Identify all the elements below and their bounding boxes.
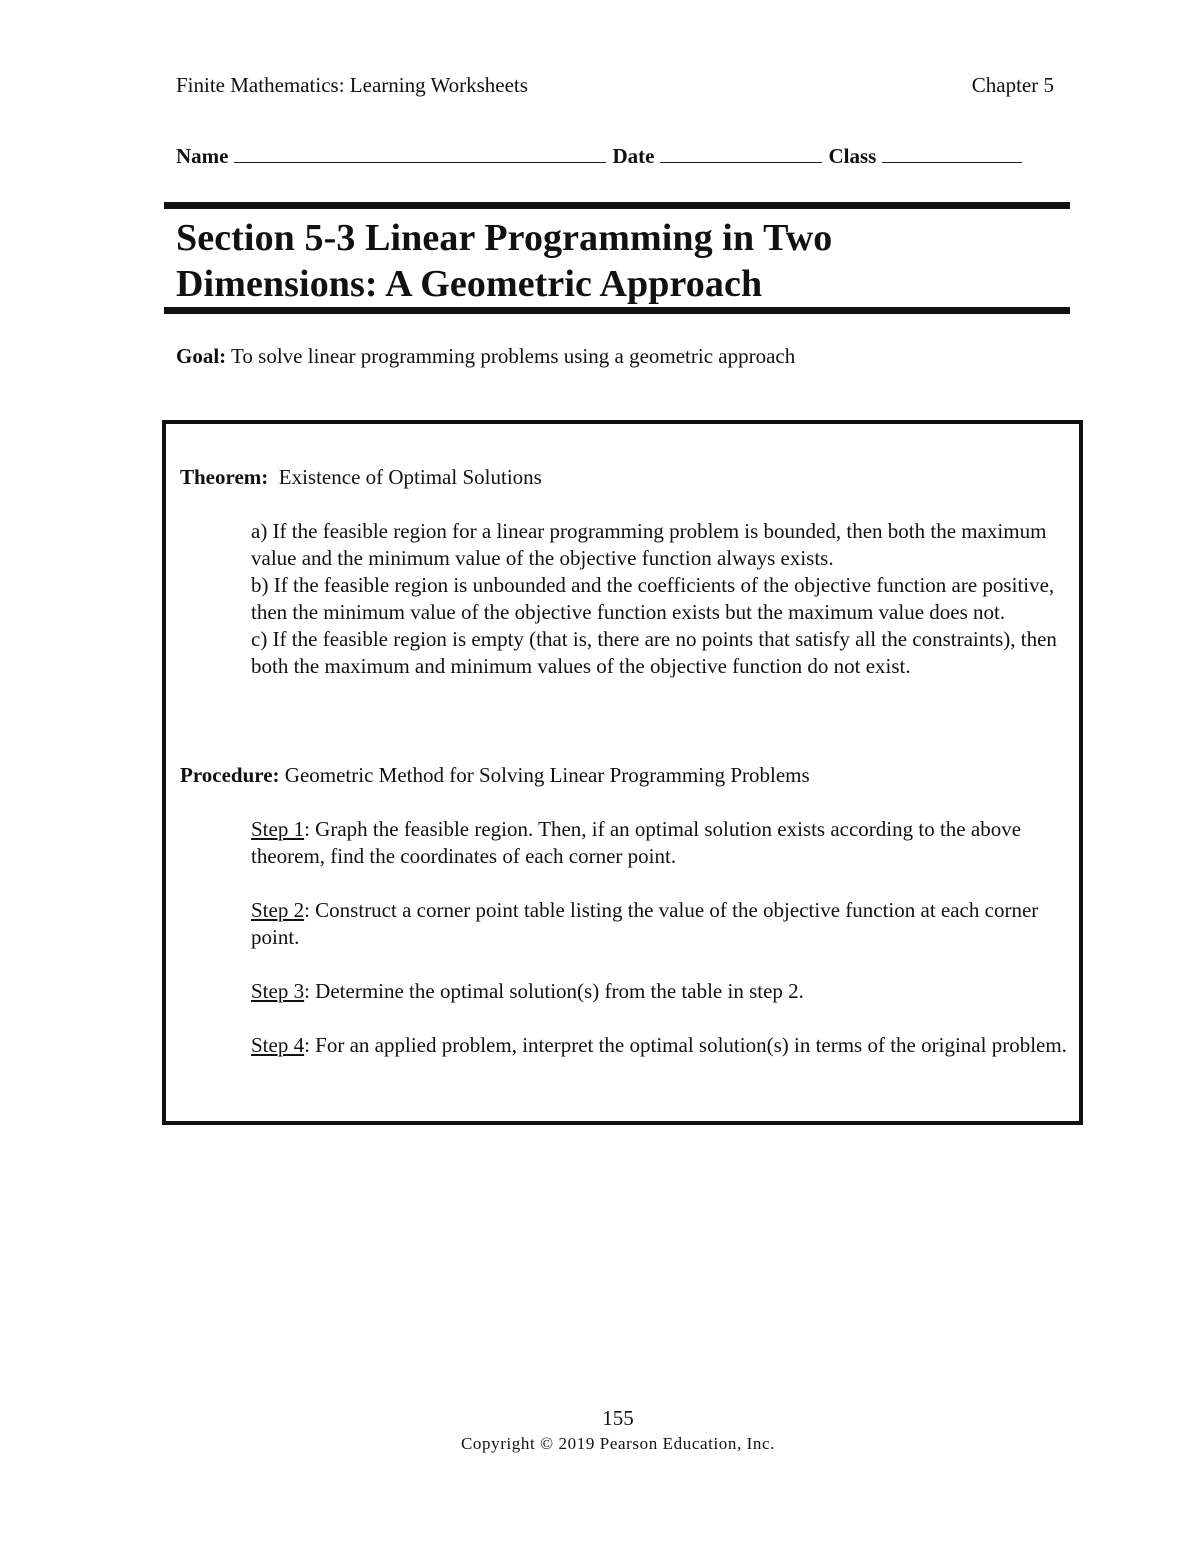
procedure-heading — [180, 762, 1060, 789]
procedure-step-1 — [251, 816, 1073, 870]
class-blank[interactable] — [882, 144, 1022, 163]
goal-statement — [176, 343, 1056, 369]
procedure-step-2 — [251, 897, 1073, 951]
class-label: Class — [828, 144, 877, 168]
theorem-item-c: c) If the feasible region is empty (that is, there are no points that satisfy all the constraints), then both the maximum and minimum values of the objective function do not exist. — [251, 627, 1057, 678]
page-number: 155 — [602, 1406, 634, 1430]
name-label: Name — [176, 144, 229, 168]
section-title-line-1: Section 5-3 Linear Programming in Two — [176, 217, 833, 259]
step-3-text: : Determine the optimal solution(s) from the table in step 2. — [304, 979, 804, 1003]
step-2-text: : Construct a corner point table listing the value of the objective function at each corner point. — [251, 898, 1039, 949]
step-1-text: : Graph the feasible region. Then, if an optimal solution exists according to the above theorem, find the coordinates of each corner point. — [251, 817, 1022, 868]
student-info-line — [176, 143, 1056, 169]
procedure-step-4 — [251, 1032, 1073, 1059]
theorem-list — [251, 518, 1071, 680]
step-4-label: Step 4 — [251, 1033, 305, 1057]
date-label: Date — [612, 144, 655, 168]
copyright-notice: Copyright © 2019 Pearson Education, Inc. — [460, 1434, 776, 1453]
theorem-item-b: b) If the feasible region is unbounded and the coefficients of the objective function are positive, then the minimum value of the objective function exists but the maximum value does not. — [251, 573, 1055, 624]
step-3-label: Step 3 — [251, 979, 305, 1003]
theorem-item-a: a) If the feasible region for a linear programming problem is bounded, then both the maximum value and the minimum value of the objective function always exists. — [251, 519, 1047, 570]
theorem-procedure-box — [162, 420, 1083, 1125]
theorem-label: Theorem: — [180, 465, 269, 489]
book-title: Finite Mathematics: Learning Worksheets — [176, 73, 528, 97]
step-2-label: Step 2 — [251, 898, 305, 922]
procedure-title: Geometric Method for Solving Linear Programming Problems — [284, 763, 810, 787]
section-title — [176, 215, 1066, 307]
chapter-label: Chapter 5 — [971, 73, 1054, 97]
procedure-step-3 — [251, 978, 1073, 1005]
title-rule-bottom — [164, 307, 1070, 314]
section-title-line-2: Dimensions: A Geometric Approach — [176, 263, 763, 305]
goal-text: To solve linear programming problems using a geometric approach — [231, 344, 796, 368]
goal-label: Goal: — [176, 344, 227, 368]
step-4-text: : For an applied problem, interpret the optimal solution(s) in terms of the original problem. — [304, 1033, 1067, 1057]
procedure-label: Procedure: — [180, 763, 280, 787]
theorem-title: Existence of Optimal Solutions — [278, 465, 542, 489]
step-1-label: Step 1 — [251, 817, 305, 841]
name-blank[interactable] — [234, 144, 606, 163]
date-blank[interactable] — [660, 144, 822, 163]
theorem-heading — [180, 464, 1060, 491]
title-rule-top — [164, 202, 1070, 209]
